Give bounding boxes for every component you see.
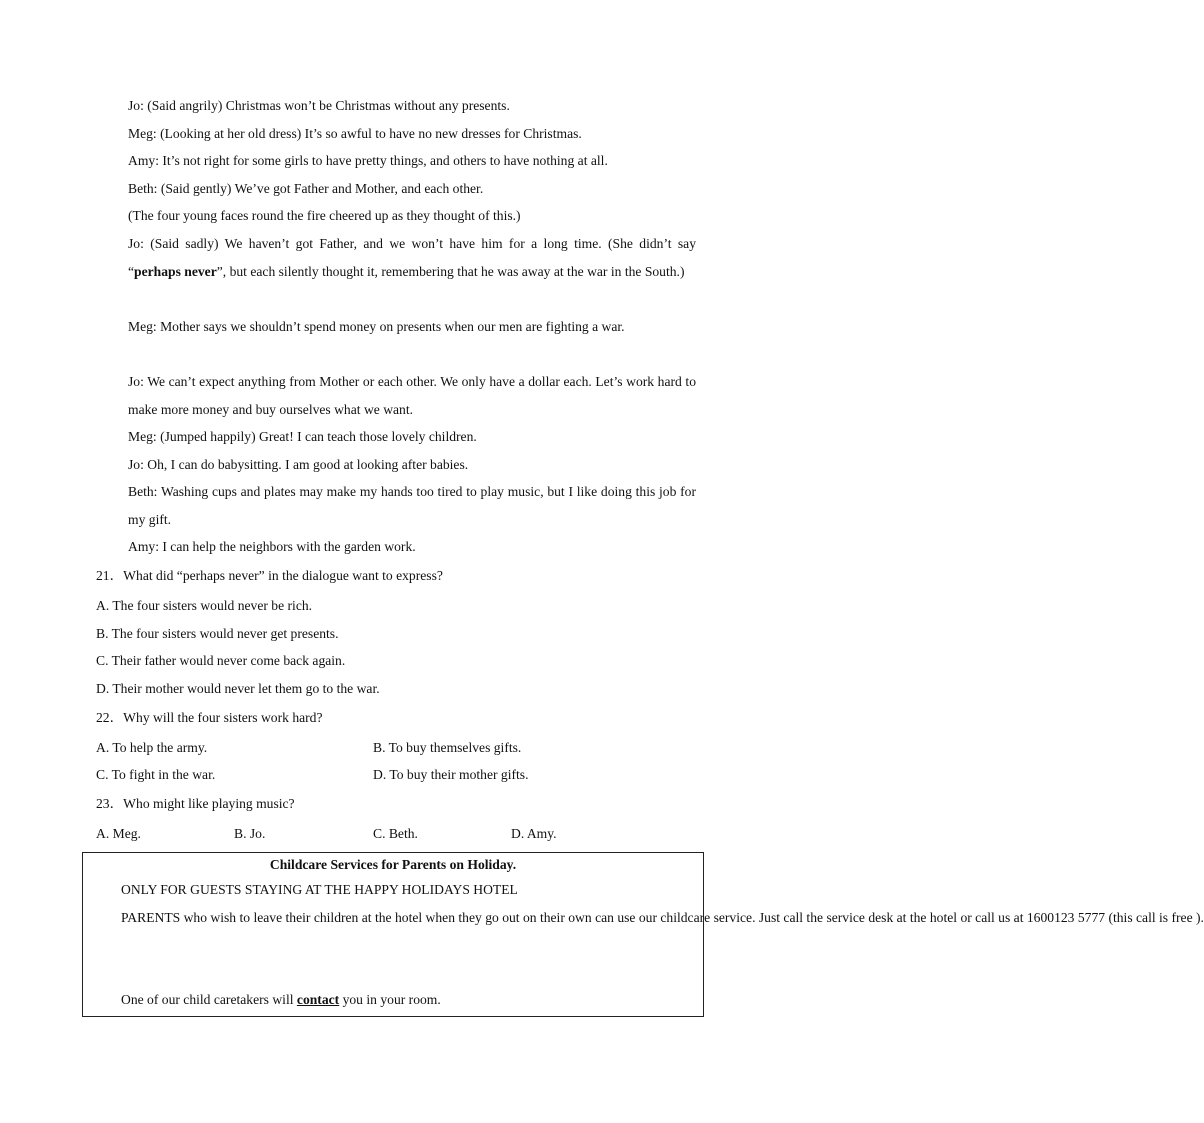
dialogue-line-amy-1: Amy: It’s not right for some girls to have pretty things, and others to have nothing at all. <box>128 153 608 168</box>
question-22-option-c[interactable]: C. To fight in the war. <box>96 767 216 782</box>
question-23-option-b[interactable]: B. Jo. <box>234 826 266 841</box>
question-22-option-b[interactable]: B. To buy themselves gifts. <box>373 740 522 755</box>
dialogue-line-amy-2: Amy: I can help the neighbors with the garden work. <box>128 539 416 554</box>
dialogue-line-meg-3: Meg: (Jumped happily) Great! I can teach those lovely children. <box>128 429 477 444</box>
question-21-option-a[interactable]: A. The four sisters would never be rich. <box>96 598 313 613</box>
dialogue-line-beth-2: Beth: Washing cups and plates may make my hands too tired to play music, but I like doing this job for my gift. <box>128 484 696 527</box>
notice-contact-line <box>89 986 695 1014</box>
notice-text: you in your room. <box>339 992 441 1007</box>
question-21-option-b[interactable]: B. The four sisters would never get presents. <box>96 626 339 641</box>
question-22-option-d[interactable]: D. To buy their mother gifts. <box>373 767 529 782</box>
dialogue-line-jo-1: Jo: (Said angrily) Christmas won’t be Christmas without any presents. <box>128 98 510 113</box>
dialogue-line-jo-2 <box>96 230 696 285</box>
dialogue-text: ”, but each silently thought it, remembering that he was away at the war in the South.) <box>216 263 685 279</box>
dialogue-line-jo-4: Jo: Oh, I can do babysitting. I am good at looking after babies. <box>128 457 469 472</box>
dialogue-line-narration: (The four young faces round the fire cheered up as they thought of this.) <box>128 208 521 223</box>
question-23-stem: 23．Who might like playing music? <box>96 796 295 811</box>
question-23-option-c[interactable]: C. Beth. <box>373 826 418 841</box>
childcare-notice-box <box>82 852 1204 1017</box>
notice-title: Childcare Services for Parents on Holiday. <box>269 857 517 872</box>
dialogue-line-meg-1: Meg: (Looking at her old dress) It’s so awful to have no new dresses for Christmas. <box>128 126 582 141</box>
notice-hotel-line: ONLY FOR GUESTS STAYING AT THE HAPPY HOLIDAYS HOTEL <box>121 882 518 897</box>
contact-word: contact <box>296 992 340 1007</box>
question-22-stem: 22．Why will the four sisters work hard? <box>96 710 323 725</box>
question-21-stem: 21．What did “perhaps never” in the dialogue want to express? <box>96 568 443 583</box>
dialogue-line-jo-3: Jo: We can’t expect anything from Mother or each other. We only have a dollar each. Let’s work hard to make more money and buy ourselves what we want. <box>128 374 696 417</box>
notice-text: One of our child caretakers will <box>121 992 297 1007</box>
question-22-option-a[interactable]: A. To help the army. <box>96 740 208 755</box>
question-23-option-a[interactable]: A. Meg. <box>96 826 141 841</box>
question-21-option-c[interactable]: C. Their father would never come back again. <box>96 653 346 668</box>
question-23-option-d[interactable]: D. Amy. <box>511 826 557 841</box>
dialogue-line-beth-1: Beth: (Said gently) We’ve got Father and Mother, and each other. <box>128 181 484 196</box>
notice-parents-paragraph: PARENTS who wish to leave their children at the hotel when they go out on their own can use our childcare service. Just call the service desk at the hotel or call us at 1600123 5777 (this call is free ). <box>121 910 1204 925</box>
dialogue-text: Jo: (Said sadly) We haven’t got Father, and we won’t have him for a long time. (She didn’t say “ <box>128 236 696 279</box>
question-21-option-d[interactable]: D. Their mother would never let them go to the war. <box>96 681 380 696</box>
emphasis-perhaps-never: perhaps never <box>134 263 217 279</box>
dialogue-line-meg-2: Meg: Mother says we shouldn’t spend money on presents when our men are fighting a war. <box>128 319 625 334</box>
